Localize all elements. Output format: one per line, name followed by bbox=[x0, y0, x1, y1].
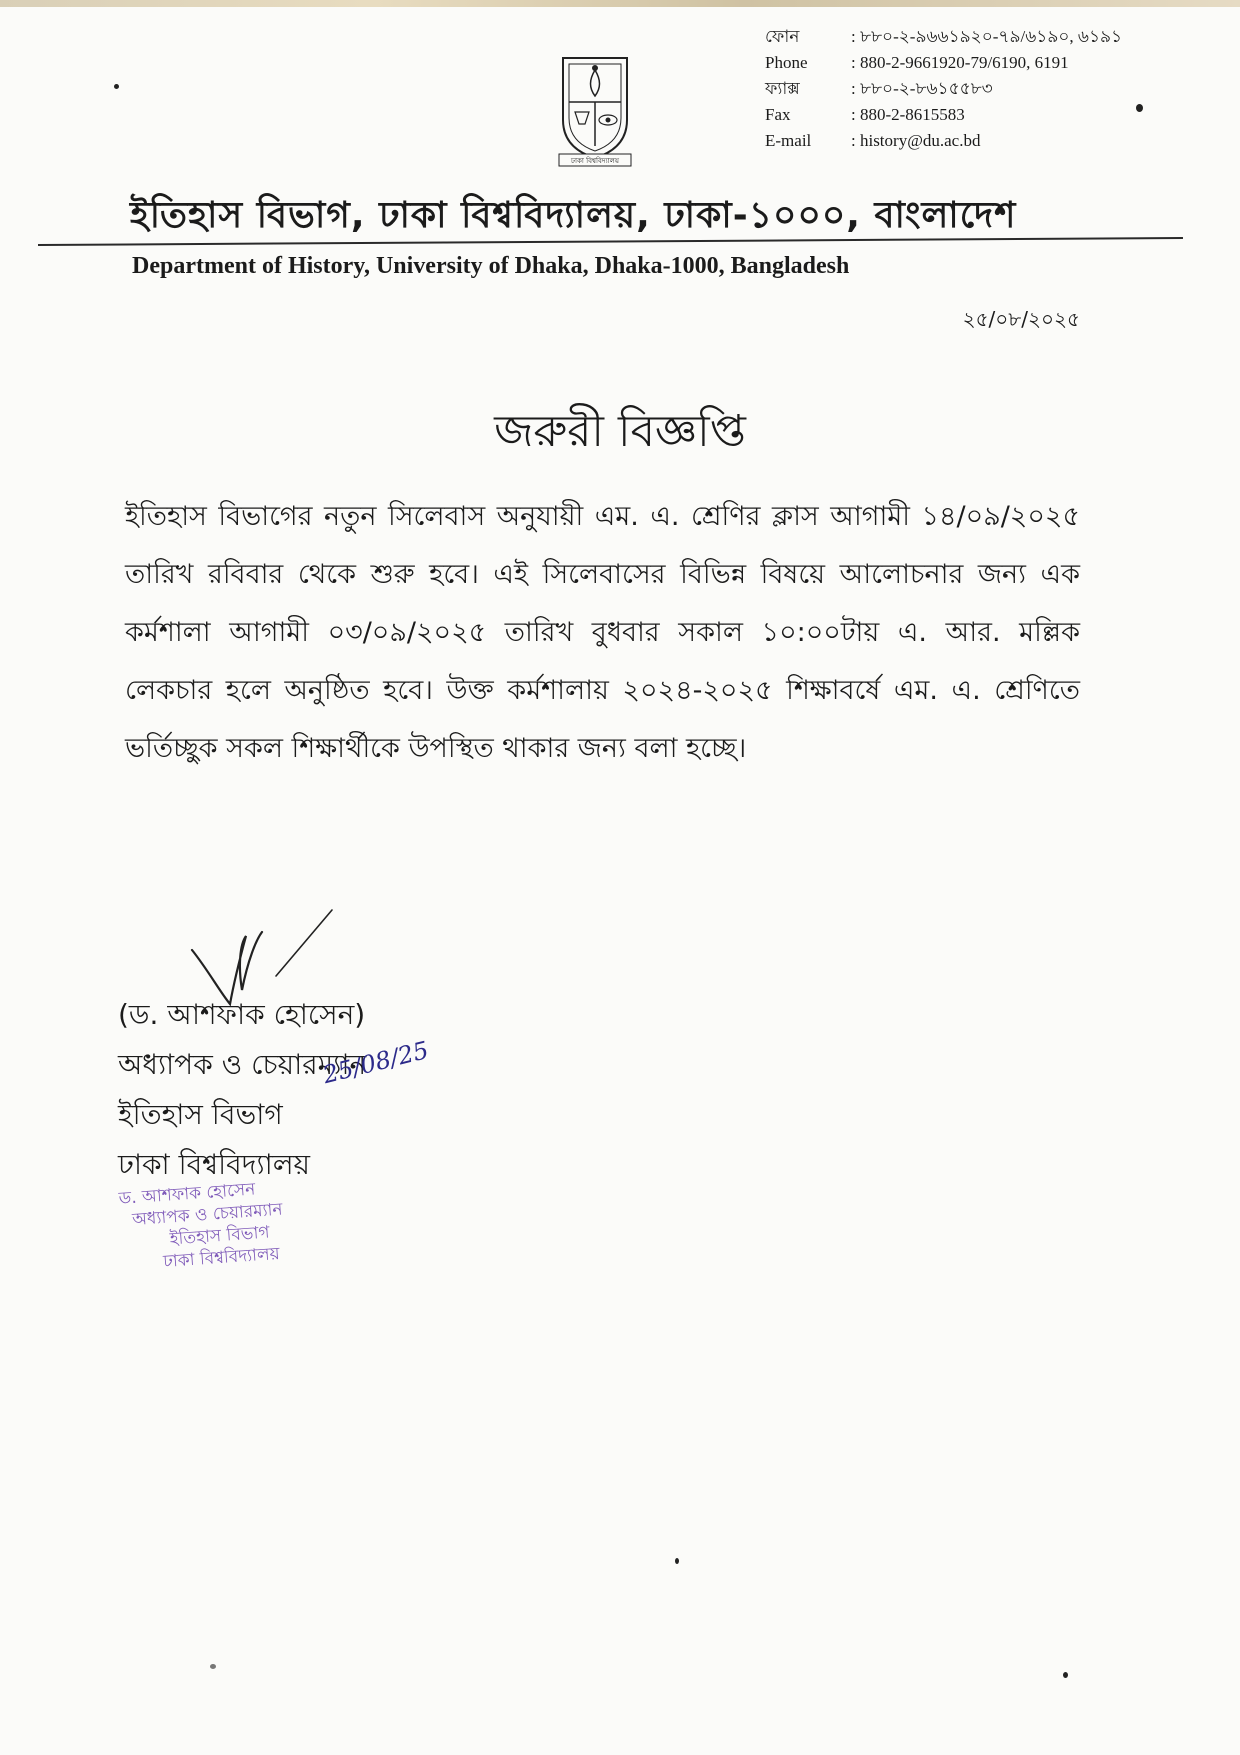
signatory-designation: অধ্যাপক ও চেয়ারম্যান bbox=[118, 1048, 367, 1081]
paper-speck bbox=[1136, 104, 1143, 112]
contact-row bbox=[765, 50, 1122, 76]
notice-body: ইতিহাস বিভাগের নতুন সিলেবাস অনুযায়ী এম. এ. শ্রেণির ক্লাস আগামী ১৪/০৯/২০২৫ তারিখ রবিবার থেকে শুরু হবে। এই সিলেবাসের বিভিন্ন বিষয়ে আলোচনার জন্য এক কর্মশালা আগামী ০৩/০৯/২০২৫ তারিখ বুধবার সকাল ১০:০০টায় এ. আর. মল্লিক লেকচার হলে অনুষ্ঠিত হবে। উক্ত কর্মশালায় ২০২৪-২০২৫ শিক্ষাবর্ষে এম. এ. শ্রেণিতে ভর্তিচ্ছুক সকল শিক্ষার্থীকে উপস্থিত থাকার জন্য বলা হচ্ছে। bbox=[125, 501, 1080, 764]
signatory-block bbox=[118, 990, 366, 1190]
contact-label: ফোন bbox=[765, 27, 800, 46]
contact-value: : ৮৮০-২-৮৬১৫৫৮৩ bbox=[851, 79, 993, 98]
signatory-name: (ড. আশফাক হোসেন) bbox=[118, 998, 366, 1031]
contact-value: : ৮৮০-২-৯৬৬১৯২০-৭৯/৬১৯০, ৬১৯১ bbox=[851, 27, 1123, 46]
contact-label: Phone bbox=[765, 53, 808, 72]
contact-row bbox=[765, 24, 1122, 50]
official-stamp bbox=[118, 1177, 286, 1276]
svg-text:ঢাকা বিশ্ববিদ্যালয়: ঢাকা বিশ্ববিদ্যালয় bbox=[570, 157, 620, 165]
paper-speck bbox=[114, 84, 119, 89]
contact-row bbox=[765, 76, 1122, 102]
contact-label: ফ্যাক্স bbox=[765, 79, 800, 98]
contact-block bbox=[765, 24, 1122, 154]
signatory-university: ঢাকা বিশ্ববিদ্যালয় bbox=[118, 1148, 311, 1181]
handwritten-date: 25/08/25 bbox=[320, 1035, 432, 1090]
contact-label: E-mail bbox=[765, 131, 812, 150]
contact-label: Fax bbox=[765, 105, 791, 124]
contact-value: : 880-2-8615583 bbox=[851, 105, 965, 124]
contact-row bbox=[765, 102, 1122, 128]
contact-row bbox=[765, 128, 1122, 154]
paper-speck bbox=[675, 1558, 679, 1564]
contact-value: : 880-2-9661920-79/6190, 6191 bbox=[851, 53, 1069, 72]
stamp-name: ড. আশফাক হোসেন bbox=[118, 1179, 256, 1209]
notice-date: ২৫/০৮/২০২৫ bbox=[962, 307, 1080, 331]
stamp-department: ইতিহাস বিভাগ bbox=[169, 1222, 271, 1250]
letterhead-bangla: ইতিহাস বিভাগ, ঢাকা বিশ্ববিদ্যালয়, ঢাকা-১০০০, বাংলাদেশ bbox=[130, 195, 1017, 236]
paper-speck bbox=[210, 1664, 216, 1669]
letterhead-english: Department of History, University of Dhaka, Dhaka-1000, Bangladesh bbox=[132, 253, 850, 279]
paper-top-edge bbox=[0, 0, 1240, 7]
paper-speck bbox=[1063, 1672, 1068, 1678]
notice-title: জরুরী বিজ্ঞপ্তি bbox=[494, 406, 746, 457]
stamp-university: ঢাকা বিশ্ববিদ্যালয় bbox=[162, 1243, 281, 1272]
contact-email: : history@du.ac.bd bbox=[851, 131, 981, 150]
signatory-department: ইতিহাস বিভাগ bbox=[118, 1098, 283, 1131]
university-logo bbox=[555, 50, 635, 170]
stamp-designation: অধ্যাপক ও চেয়ারম্যান bbox=[131, 1199, 284, 1231]
